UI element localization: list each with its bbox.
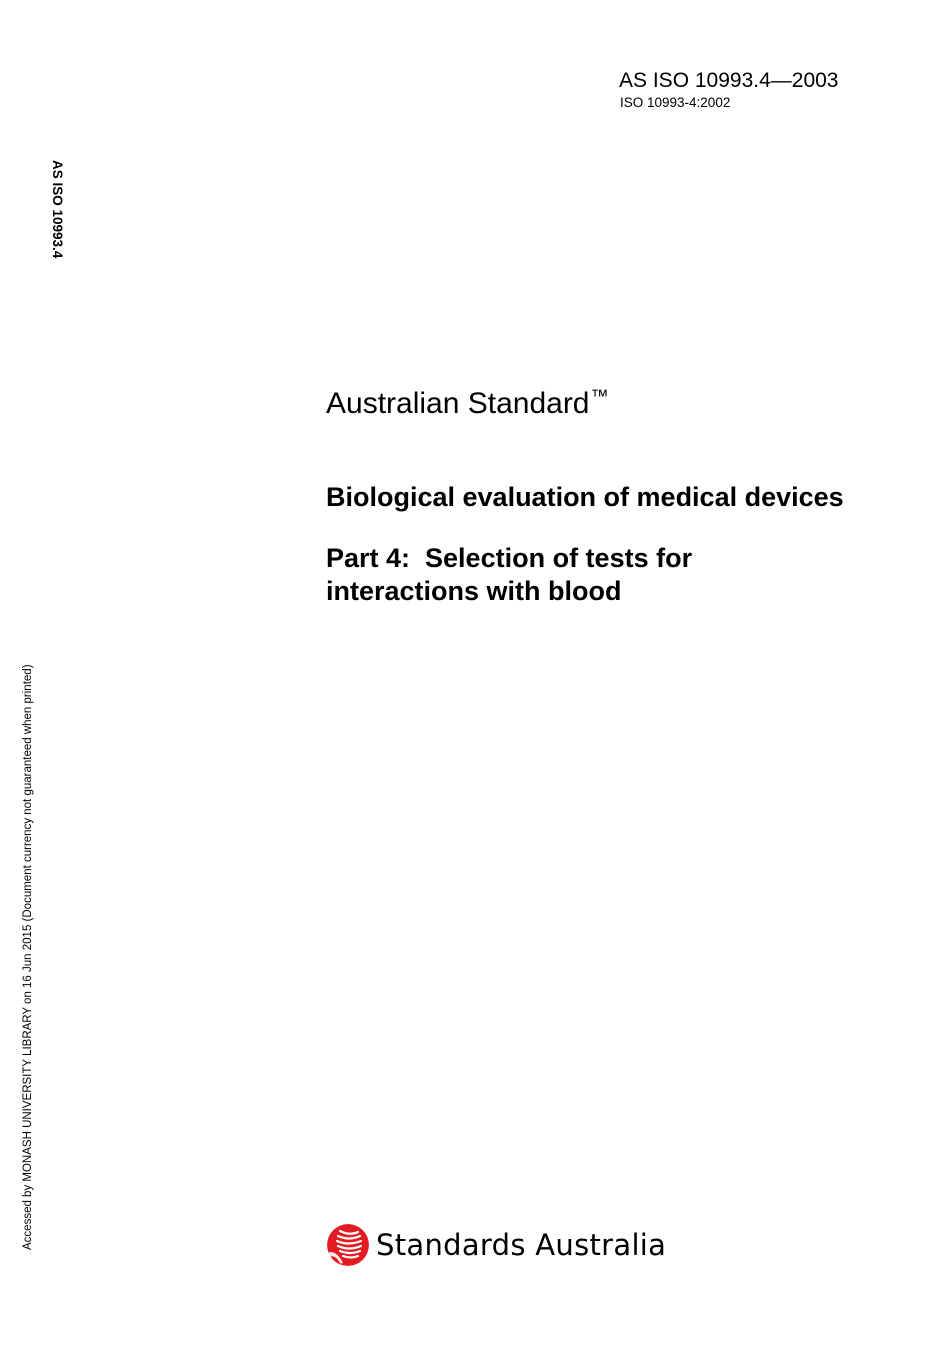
series-heading <box>326 378 609 422</box>
spine-label: AS ISO 10993.4 <box>50 160 65 259</box>
part-title: Part 4: Selection of tests for interactions with blood <box>326 543 693 606</box>
access-note: Accessed by MONASH UNIVERSITY LIBRARY on 16 Jun 2015 (Document currency not guaranteed when printed) <box>22 664 34 1250</box>
standards-australia-logo-icon <box>326 1223 370 1267</box>
publisher-name: Standards Australia <box>376 1228 667 1262</box>
series-name: Australian Standard <box>326 387 590 420</box>
trademark-symbol: ™ <box>590 386 609 406</box>
iso-number: ISO 10993-4:2002 <box>620 95 731 110</box>
document-number: AS ISO 10993.4—2003 <box>619 69 839 92</box>
document-title: Biological evaluation of medical devices <box>326 482 844 512</box>
publisher-block <box>326 1222 666 1268</box>
